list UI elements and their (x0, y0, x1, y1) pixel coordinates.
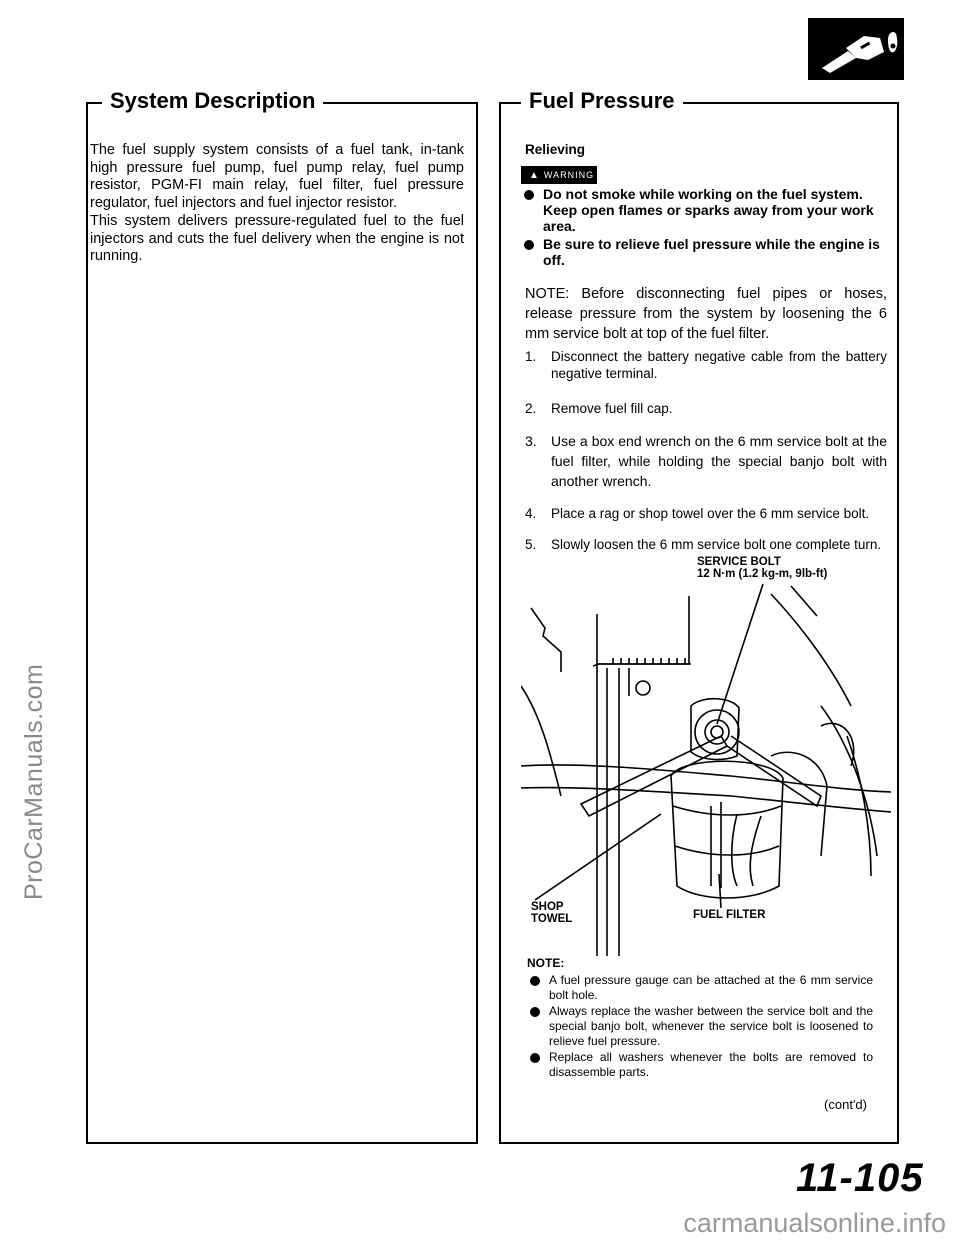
service-bolt-callout (697, 556, 827, 580)
watermark-bottom: carmanualsonline.info (683, 1208, 946, 1238)
step-number: 3. (525, 433, 537, 449)
note-item: Replace all washers whenever the bolts are removed to disassemble parts. (527, 1050, 873, 1080)
step-text: Slowly loosen the 6 mm service bolt one complete turn. (551, 537, 882, 552)
step-number: 5. (525, 537, 537, 552)
step-number: 2. (525, 401, 537, 416)
system-description-paragraph-2: This system delivers pressure-regulated fuel to the fuel injectors and cuts the fuel delivery when the engine is not running. (90, 212, 464, 265)
system-description-paragraph-1: The fuel supply system consists of a fuel tank, in-tank high pressure fuel pump, fuel pump relay, fuel pump resistor, PGM-FI main relay, fuel filter, fuel pressure regulator, fuel injectors and fuel injector resistor. (90, 142, 464, 212)
step-text: Remove fuel fill cap. (551, 401, 673, 416)
step-1 (525, 348, 887, 382)
fuel-pressure-title: Fuel Pressure (521, 84, 683, 118)
page-number: 11-105 (796, 1156, 924, 1200)
warning-item: Do not smoke while working on the fuel system. Keep open flames or sparks away from your work area. (521, 186, 889, 234)
step-3 (525, 431, 887, 491)
notes-block (527, 956, 873, 1081)
watermark-left: ProCarManuals.com (20, 663, 48, 900)
relieving-heading: Relieving (525, 142, 586, 157)
warning-list (521, 186, 889, 270)
warning-item: Be sure to relieve fuel pressure while the engine is off. (521, 236, 889, 268)
step-text: Place a rag or shop towel over the 6 mm service bolt. (551, 506, 870, 521)
fuel-pressure-panel (499, 88, 899, 1144)
shop-towel-label-line-2: TOWEL (531, 913, 573, 925)
step-text: Use a box end wrench on the 6 mm service bolt at the fuel filter, while holding the special banjo bolt with another wrench. (551, 433, 887, 489)
warning-badge (521, 166, 597, 184)
warning-triangle-icon: ▲ (529, 170, 540, 181)
notes-list (527, 973, 873, 1080)
step-4 (525, 505, 887, 522)
fuel-badge (808, 18, 904, 80)
relieving-note: NOTE: Before disconnecting fuel pipes or hoses, release pressure from the system by loosening the 6 mm service bolt at top of the fuel filter. (525, 286, 887, 342)
system-description-text (90, 142, 464, 266)
note-item: A fuel pressure gauge can be attached at the 6 mm service bolt hole. (527, 973, 873, 1003)
system-description-panel (86, 88, 478, 1144)
procedure-steps (525, 348, 887, 567)
fuel-filter-callout: FUEL FILTER (693, 909, 766, 921)
continued-label: (cont'd) (824, 1097, 867, 1112)
warning-label: WARNING (543, 170, 595, 180)
step-5 (525, 536, 887, 553)
step-text: Disconnect the battery negative cable from the battery negative terminal. (551, 349, 887, 381)
notes-heading: NOTE: (527, 956, 565, 970)
fuel-filter-illustration (521, 556, 891, 956)
service-bolt-label: SERVICE BOLT (697, 556, 781, 568)
fuel-filter-drawing (521, 556, 891, 956)
fuel-nozzle-icon (808, 18, 904, 80)
step-number: 4. (525, 506, 537, 521)
step-number: 1. (525, 349, 537, 364)
shop-towel-label-line-1: SHOP (531, 901, 564, 913)
note-item: Always replace the washer between the service bolt and the special banjo bolt, whenever the service bolt is loosened to relieve fuel pressure. (527, 1004, 873, 1049)
shop-towel-callout (531, 901, 572, 925)
system-description-title: System Description (102, 84, 323, 118)
step-2 (525, 400, 887, 417)
service-bolt-torque: 12 N·m (1.2 kg-m, 9lb-ft) (697, 568, 828, 580)
